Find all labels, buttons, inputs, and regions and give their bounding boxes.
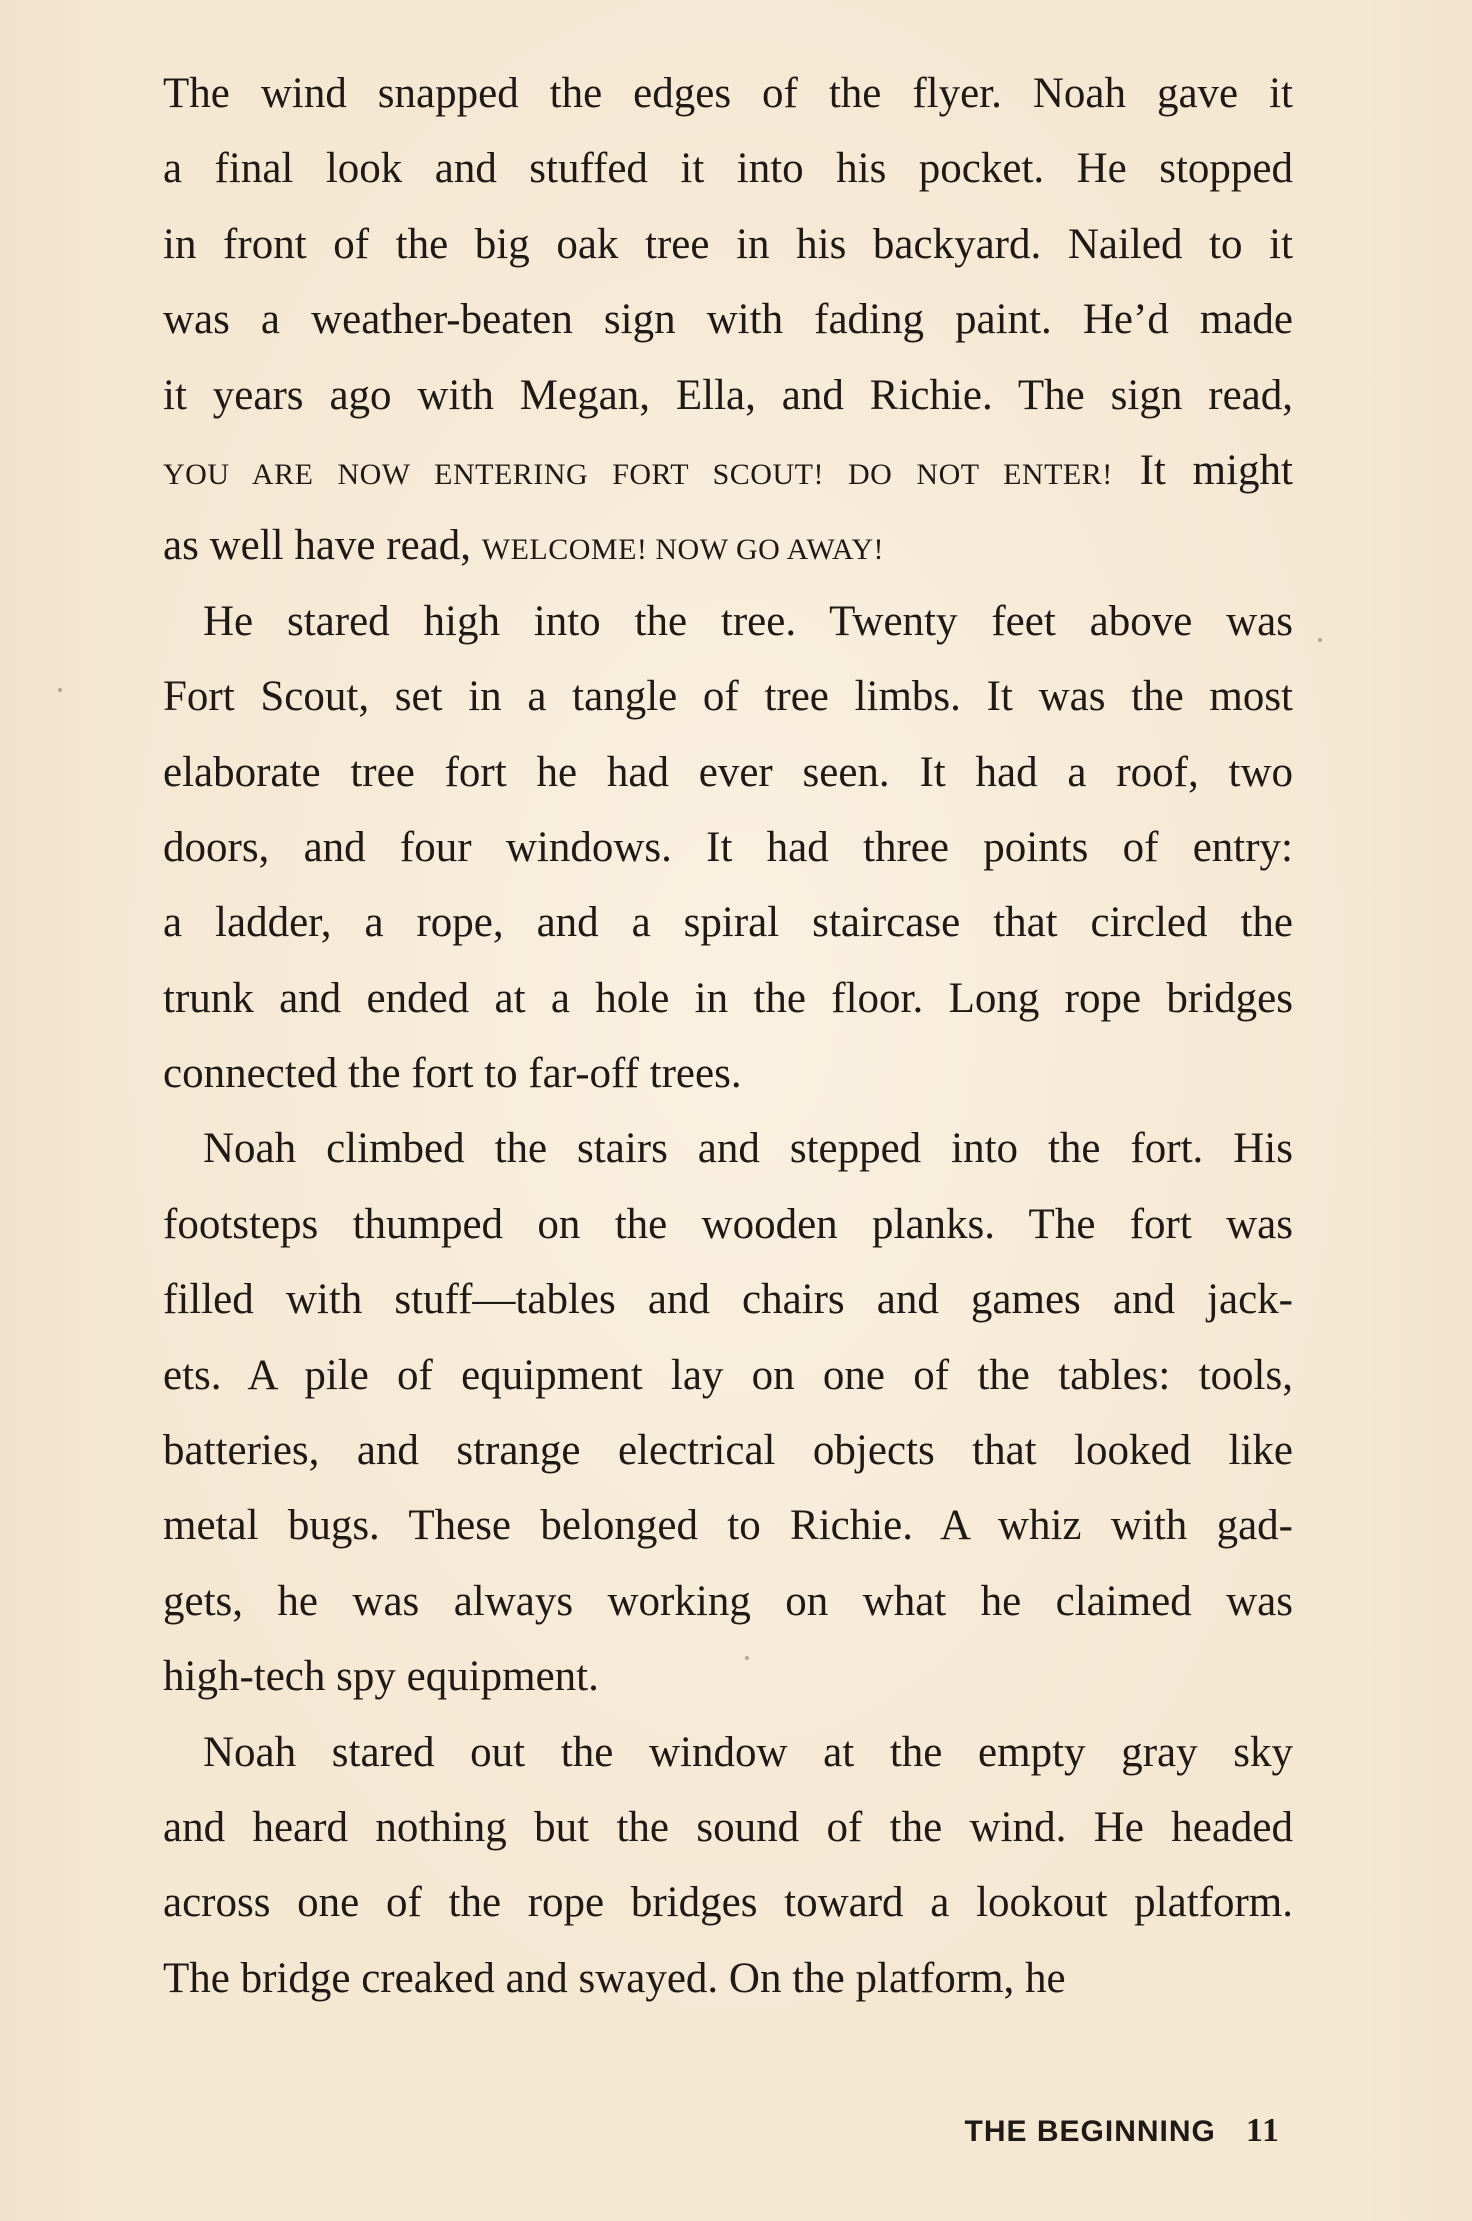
small-caps-text: WELCOME! NOW GO AWAY!	[481, 533, 884, 567]
text-run: connected the fort to far-off trees.	[163, 1050, 742, 1098]
text-line	[163, 1564, 1293, 1639]
text-line	[163, 1338, 1293, 1413]
text-line	[163, 358, 1293, 433]
text-line	[163, 1187, 1293, 1262]
paper-speck	[1318, 638, 1322, 642]
body-text	[163, 56, 1293, 2016]
page-footer	[965, 2112, 1280, 2150]
text-run: filled with stuff—tables and chairs and games and jack-	[163, 1276, 1293, 1324]
text-line	[163, 735, 1293, 810]
text-line	[163, 961, 1293, 1036]
text-run: a final look and stuffed it into his pocket. He stopped	[163, 145, 1293, 193]
text-line	[163, 1715, 1293, 1790]
text-line	[163, 282, 1293, 357]
text-line	[163, 508, 1293, 583]
text-run: a ladder, a rope, and a spiral staircase that circled the	[163, 899, 1293, 947]
text-run: Fort Scout, set in a tangle of tree limbs. It was the most	[163, 673, 1293, 721]
text-run: as well have read,	[163, 522, 482, 570]
text-line	[163, 56, 1293, 131]
text-line	[163, 1941, 1293, 2016]
text-line	[163, 1413, 1293, 1488]
text-run: doors, and four windows. It had three points of entry:	[163, 823, 1293, 871]
text-line	[163, 1262, 1293, 1337]
text-line	[163, 1639, 1293, 1714]
text-line	[163, 1790, 1293, 1865]
text-run: was a weather-beaten sign with fading paint. He’d made	[163, 296, 1293, 344]
paper-speck	[745, 1656, 749, 1660]
text-run: across one of the rope bridges toward a lookout platform.	[163, 1879, 1293, 1927]
text-run: It might	[1112, 446, 1293, 494]
page-number: 11	[1245, 2112, 1280, 2149]
paper-speck	[58, 688, 62, 692]
text-run: footsteps thumped on the wooden planks. The fort was	[163, 1200, 1293, 1248]
text-line	[163, 810, 1293, 885]
text-line	[163, 1488, 1293, 1563]
text-line	[163, 885, 1293, 960]
text-line	[163, 207, 1293, 282]
text-run: in front of the big oak tree in his backyard. Nailed to it	[163, 220, 1293, 268]
text-run: Noah climbed the stairs and stepped into the fort. His	[203, 1125, 1293, 1173]
text-run: high-tech spy equipment.	[163, 1653, 599, 1701]
text-run: ets. A pile of equipment lay on one of the tables: tools,	[163, 1351, 1293, 1399]
text-run: trunk and ended at a hole in the floor. Long rope bridges	[163, 974, 1293, 1022]
text-line	[163, 1111, 1293, 1186]
small-caps-text: YOU ARE NOW ENTERING FORT SCOUT! DO NOT ENTER!	[163, 457, 1113, 491]
text-run: and heard nothing but the sound of the wind. He headed	[163, 1803, 1293, 1851]
text-run: Noah stared out the window at the empty gray sky	[203, 1728, 1293, 1776]
text-line	[163, 433, 1293, 508]
text-run: The bridge creaked and swayed. On the platform, he	[163, 1954, 1066, 2002]
text-run: He stared high into the tree. Twenty feet above was	[203, 597, 1293, 645]
running-head: THE BEGINNING	[964, 2115, 1216, 2148]
text-line	[163, 659, 1293, 734]
text-line	[163, 1865, 1293, 1940]
text-line	[163, 584, 1293, 659]
text-line	[163, 131, 1293, 206]
text-run: gets, he was always working on what he claimed was	[163, 1577, 1293, 1625]
text-run: metal bugs. These belonged to Richie. A whiz with gad-	[163, 1502, 1293, 1550]
text-run: it years ago with Megan, Ella, and Richie. The sign read,	[163, 371, 1293, 419]
text-run: elaborate tree fort he had ever seen. It had a roof, two	[163, 748, 1293, 796]
text-line	[163, 1036, 1293, 1111]
text-run: The wind snapped the edges of the flyer. Noah gave it	[163, 70, 1293, 117]
text-run: batteries, and strange electrical objects that looked like	[163, 1427, 1293, 1475]
